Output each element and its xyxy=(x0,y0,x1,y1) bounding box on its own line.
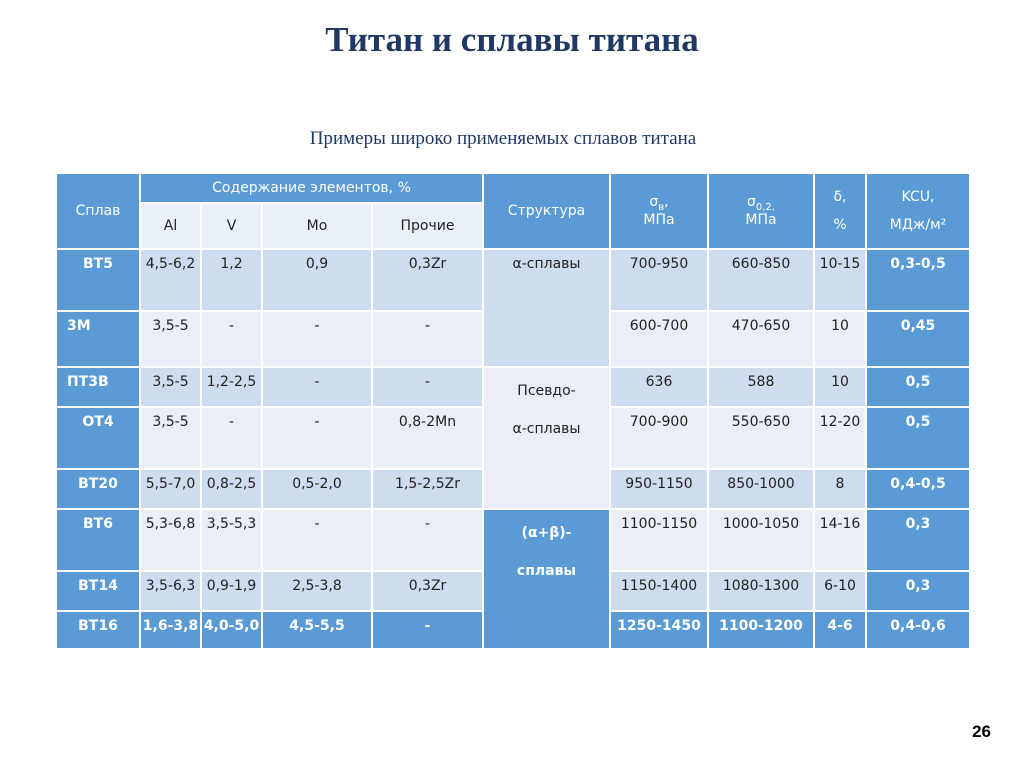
cell-sigma-b: 700-950 xyxy=(610,249,708,311)
cell-v: 3,5-5,3 xyxy=(201,509,262,571)
cell-delta: 10 xyxy=(814,311,866,367)
cell-mo: 4,5-5,5 xyxy=(262,611,372,649)
alloy-name: ВТ20 xyxy=(56,469,140,509)
page-number: 26 xyxy=(972,722,991,741)
cell-delta: 4-6 xyxy=(814,611,866,649)
alloy-name: 3М xyxy=(56,311,140,367)
alloy-name: ОТ4 xyxy=(56,407,140,469)
cell-kcu: 0,3 xyxy=(866,509,970,571)
cell-sigma-02: 550-650 xyxy=(708,407,814,469)
cell-mo: - xyxy=(262,407,372,469)
table-caption: Примеры широко применяемых сплавов титана xyxy=(309,128,697,149)
alloy-name: ВТ5 xyxy=(56,249,140,311)
cell-sigma-02: 470-650 xyxy=(708,311,814,367)
alloy-name: ВТ16 xyxy=(56,611,140,649)
cell-sigma-b: 700-900 xyxy=(610,407,708,469)
cell-kcu: 0,3 xyxy=(866,571,970,611)
alloy-name: ПТ3В xyxy=(56,367,140,407)
cell-kcu: 0,5 xyxy=(866,407,970,469)
cell-delta: 8 xyxy=(814,469,866,509)
cell-sigma-02: 1100-1200 xyxy=(708,611,814,649)
header-sigma-02: $\sigma_{0,2,}$ МПа xyxy=(708,173,814,249)
alloys-table xyxy=(55,172,971,650)
cell-v: 0,8-2,5 xyxy=(201,469,262,509)
cell-other: 1,5-2,5Zr xyxy=(372,469,483,509)
cell-al: 3,5-5 xyxy=(140,311,201,367)
header-row xyxy=(56,173,970,203)
cell-sigma-b: 1100-1150 xyxy=(610,509,708,571)
header-al: Al xyxy=(140,203,201,249)
cell-mo: - xyxy=(262,509,372,571)
cell-sigma-b: 600-700 xyxy=(610,311,708,367)
table-row xyxy=(56,367,970,407)
header-v: V xyxy=(201,203,262,249)
table-row xyxy=(56,509,970,571)
cell-v: - xyxy=(201,311,262,367)
cell-sigma-b: 1150-1400 xyxy=(610,571,708,611)
cell-sigma-b: 636 xyxy=(610,367,708,407)
cell-mo: - xyxy=(262,311,372,367)
alloy-name: ВТ14 xyxy=(56,571,140,611)
cell-other: - xyxy=(372,311,483,367)
cell-mo: 0,9 xyxy=(262,249,372,311)
cell-other: - xyxy=(372,367,483,407)
cell-v: - xyxy=(201,407,262,469)
cell-v: 1,2 xyxy=(201,249,262,311)
cell-delta: 10-15 xyxy=(814,249,866,311)
cell-delta: 6-10 xyxy=(814,571,866,611)
cell-kcu: 0,3-0,5 xyxy=(866,249,970,311)
cell-other: 0,3Zr xyxy=(372,571,483,611)
cell-delta: 12-20 xyxy=(814,407,866,469)
cell-al: 3,5-5 xyxy=(140,367,201,407)
header-mo: Mo xyxy=(262,203,372,249)
cell-mo: 2,5-3,8 xyxy=(262,571,372,611)
cell-other: - xyxy=(372,611,483,649)
header-composition: Содержание элементов, % xyxy=(140,173,483,203)
cell-al: 5,5-7,0 xyxy=(140,469,201,509)
cell-other: 0,3Zr xyxy=(372,249,483,311)
cell-v: 4,0-5,0 xyxy=(201,611,262,649)
cell-al: 4,5-6,2 xyxy=(140,249,201,311)
cell-sigma-b: 950-1150 xyxy=(610,469,708,509)
cell-kcu: 0,4-0,6 xyxy=(866,611,970,649)
header-other: Прочие xyxy=(372,203,483,249)
cell-sigma-b: 1250-1450 xyxy=(610,611,708,649)
cell-sigma-02: 850-1000 xyxy=(708,469,814,509)
slide-title: Титан и сплавы титана xyxy=(325,20,699,59)
alloy-name: ВТ6 xyxy=(56,509,140,571)
cell-delta: 14-16 xyxy=(814,509,866,571)
cell-al: 1,6-3,8 xyxy=(140,611,201,649)
structure-alpha-beta: (α+β)- сплавы xyxy=(483,509,610,649)
cell-sigma-02: 588 xyxy=(708,367,814,407)
cell-al: 5,3-6,8 xyxy=(140,509,201,571)
cell-sigma-02: 1080-1300 xyxy=(708,571,814,611)
cell-sigma-02: 1000-1050 xyxy=(708,509,814,571)
cell-kcu: 0,4-0,5 xyxy=(866,469,970,509)
cell-al: 3,5-5 xyxy=(140,407,201,469)
structure-alpha: α-сплавы xyxy=(483,249,610,367)
structure-pseudo-alpha: Псевдо- α-сплавы xyxy=(483,367,610,509)
cell-v: 0,9-1,9 xyxy=(201,571,262,611)
header-alloy: Сплав xyxy=(56,173,140,249)
cell-other: 0,8-2Mn xyxy=(372,407,483,469)
header-kcu: KCU, МДж/м² xyxy=(866,173,970,249)
header-structure: Структура xyxy=(483,173,610,249)
cell-mo: - xyxy=(262,367,372,407)
header-delta: δ, % xyxy=(814,173,866,249)
cell-other: - xyxy=(372,509,483,571)
cell-al: 3,5-6,3 xyxy=(140,571,201,611)
table-row xyxy=(56,249,970,311)
cell-v: 1,2-2,5 xyxy=(201,367,262,407)
cell-kcu: 0,45 xyxy=(866,311,970,367)
cell-kcu: 0,5 xyxy=(866,367,970,407)
cell-mo: 0,5-2,0 xyxy=(262,469,372,509)
header-sigma-b: $\sigma_в$, МПа xyxy=(610,173,708,249)
cell-sigma-02: 660-850 xyxy=(708,249,814,311)
cell-delta: 10 xyxy=(814,367,866,407)
